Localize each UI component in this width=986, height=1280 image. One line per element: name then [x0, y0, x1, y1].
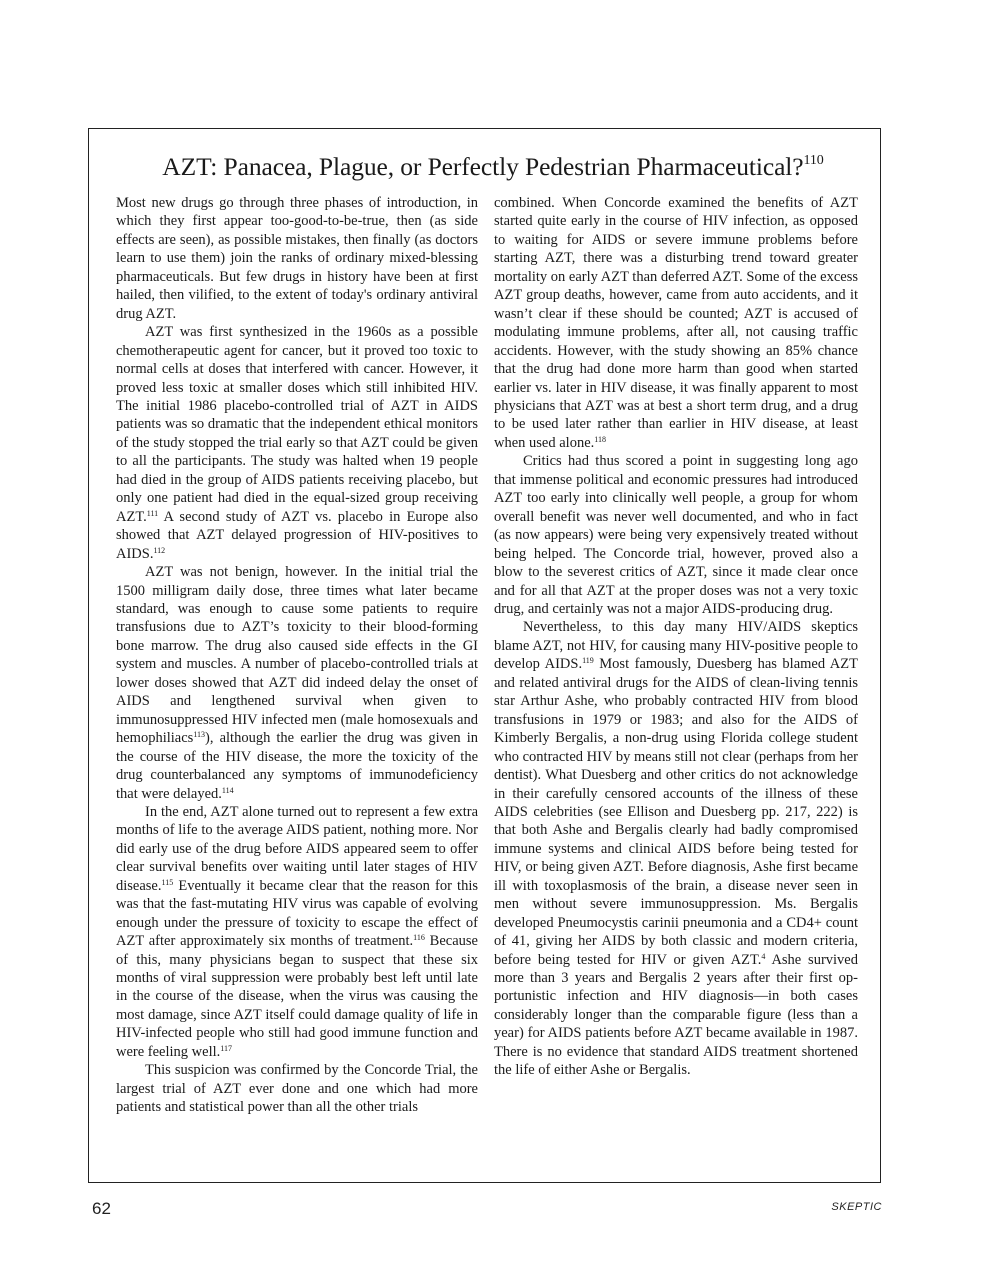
footnote-ref: 111: [146, 508, 159, 518]
footnote-ref: 119: [582, 656, 594, 666]
title-footnote-ref: 110: [803, 153, 824, 168]
paragraph: Critics had thus scored a point in suggesting long ago that immense political and economic pressures had introduced AZT too early into clinically well people, a group for whom overall benefit was never well documented, and who in fact (as now appears) were being very expensively treated without being helped. The Concorde trial, however, proved also a blow to the severest critics of AZT, since it made clear once and for all that AZT at the proper doses was not a very toxic drug, and certainly was not a major AIDS-producing drug.: [494, 453, 858, 617]
left-column: [116, 194, 478, 1117]
footnote-ref: 117: [220, 1043, 232, 1053]
journal-name: SKEPTIC: [831, 1201, 882, 1213]
paragraph: This suspicion was confirmed by the Concorde Trial, the largest trial of AZT ever done and one which had more patients and statistical power than all the other trials: [116, 1062, 478, 1116]
footnote-ref: 118: [594, 434, 606, 444]
paragraph: AZT was first synthesized in the 1960s as a possible chemotherapeutic agent for cancer, but it proved too toxic to normal cells at doses that interfered with cancer. However, it proved less toxic at smaller doses which still inhibited HIV. The initial 1986 placebo-controlled trial of AZT in AIDS patients was so dramatic that the independent ethical monitors of the study stopped the trial early so that AZT could be given to all the participants. The study was halted when 19 people had died in the group of AIDS patients receiving placebo, but only one patient had died in the equal-sized group receiving AZT.$^{111}$ A second study of AZT vs. placebo in Europe also showed that AZT delayed progression of HIV-positives to AIDS.$^{112}$: [116, 324, 478, 562]
page-number: 62: [92, 1199, 111, 1218]
footnote-ref: 112: [153, 545, 166, 555]
paragraph: Most new drugs go through three phases of introduction, in which they first appear too-good-to-be-true, then (as side effects are seen), as possible mistakes, then finally (as doctors learn to use them) join the ranks of ordinary mixed-blessing pharmaceuticals. But few drugs in history have been at first hailed, then vilified, to the extent of today's ordinary antiviral drug AZT.: [116, 195, 478, 322]
paragraph: Nevertheless, to this day many HIV/AIDS skeptics blame AZT, not HIV, for causing many HIV-positive people to develop AIDS.$^{119}$ Most famously, Duesberg has blamed AZT and related antiviral drugs for the AIDS of clean-living tennis star Arthur Ashe, who probably contracted HIV from blood transfusions in 1979 or 1983; and also for the AIDS of Kimberly Bergalis, a non-drug using Florida college student who contracted HIV by means still not clear (perhaps from her dentist). What Duesberg and other critics do not acknowledge in their carefully censored accounts of the illness of these AIDS celebrities (see Ellison and Duesberg pp. 217, 222) is that both Ashe and Bergalis clearly had badly compromised immune systems and clinical AIDS before being tested for HIV, or being given AZT. Before diagnosis, Ashe first became ill with toxoplasmosis of the brain, a disease never seen in men without severe immunosuppression. Ms. Bergalis developed Pneumocystis carinii pneumonia and a CD4+ count of 41, giving her AIDS by both classic and modern criteria, before being tested for HIV or given AZT.$^4$ Ashe survived more than 3 years and Bergalis 2 years after their first opportunistic infection and HIV diagnosis—in both cases considerably longer than the comparable figure (less than a year) for AIDS patients before AZT became available in 1987. There is no evidence that standard AIDS treatment shortened the life of either Ashe or Bergalis.: [494, 619, 858, 1079]
article-title-text: AZT: Panacea, Plague, or Perfectly Pedestrian Pharmaceutical?: [162, 152, 804, 181]
footnote-ref: 115: [161, 877, 174, 887]
right-column: [494, 194, 858, 1080]
paragraph: AZT was not benign, however. In the initial trial the 1500 milligram daily dose, three times what later became standard, was enough to cause some patients to require transfusions due to AZT’s toxicity to their blood-forming bone marrow. The drug also caused side effects in the GI system and muscles. A number of placebo-controlled trials at lower doses showed that AZT did indeed delay the onset of AIDS and lengthened survival when given to immunosuppressed HIV infected men (male homosexuals and hemophiliacs$^{113}$), although the earlier the drug was given in the course of the HIV disease, the more the toxicity of the drug counterbalanced any symptoms of immunodeficiency that were delayed.$^{114}$: [116, 564, 478, 802]
article-title: [0, 152, 986, 182]
paragraph: combined. When Concorde examined the benefits of AZT started quite early in the course of HIV infection, as opposed to waiting for AIDS or severe immune problems before starting AZT, there was a disturbing trend toward greater mortality on early AZT than deferred AZT. Some of the excess AZT group deaths, however, came from auto accidents, and it wasn’t clear if these should be counted; AZT is accused of modulating immune problems, after all, not causing traffic accidents. However, with the study showing an 85% chance that the drug had done more harm than good when started earlier vs. later in HIV disease, it was finally apparent to most physicians that AZT was at best a short term drug, and a drug to be used later rather than earlier in HIV disease, at least when used alone.$^{118}$: [494, 195, 858, 451]
footnote-ref: 114: [221, 785, 234, 795]
footnote-ref: 113: [193, 730, 206, 740]
paragraph: In the end, AZT alone turned out to represent a few extra months of life to the average AIDS patient, nothing more. Nor did early use of the drug before AIDS appeared seem to offer clear survival benefits over waiting until later stages of HIV disease.$^{115}$ Eventually it became clear that the reason for this was that the fast-mutating HIV virus was capable of evolving enough under the pressure of toxicity to escape the effect of AZT after approximately six months of treatment.$^{116}$ Because of this, many physicians began to suspect that these six months of viral suppression were probably best left until late in the course of the disease, when the virus was causing the most damage, since AZT itself could damage quality of life in HIV-infected people who still had good immune function and were feeling well.$^{117}$: [116, 803, 478, 1060]
footnote-ref: 4: [761, 951, 766, 961]
footnote-ref: 116: [413, 933, 425, 943]
